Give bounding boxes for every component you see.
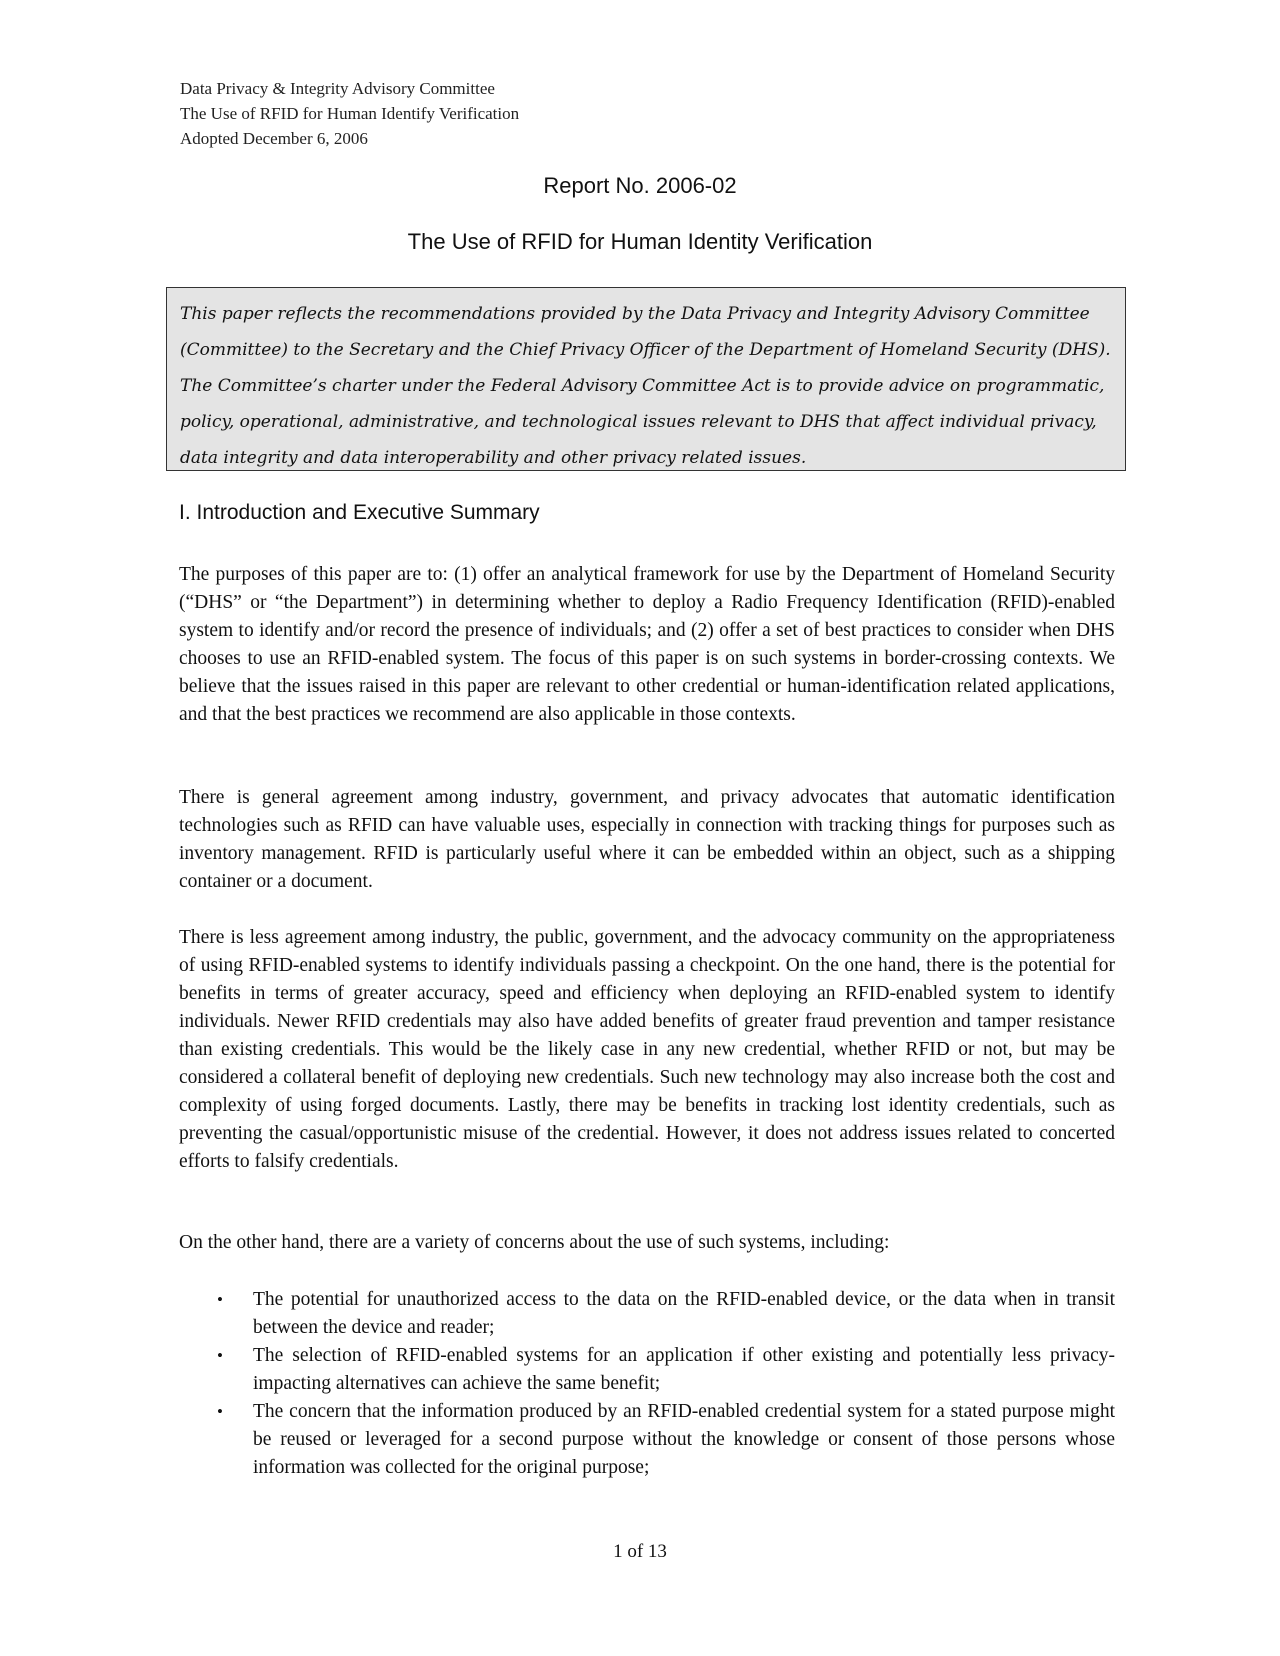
- paragraph-less-agreement: There is less agreement among industry, the public, government, and the advocacy community on the appropriateness of using RFID-enabled systems to identify individuals passing a checkpoint. On the one hand, there is the potential for benefits in terms of greater accuracy, speed and efficiency when deploying an RFID-enabled system to identify individuals. Newer RFID credentials may also have added benefits of greater fraud prevention and tamper resistance than existing credentials. This would be the likely case in any new credential, whether RFID or not, but may be considered a collateral benefit of deploying new credentials. Such new technology may also increase both the cost and complexity of using forged documents. Lastly, there may be benefits in tracking lost identity credentials, such as preventing the casual/opportunistic misuse of the credential. However, it does not address issues related to concerted efforts to falsify credentials.: [179, 927, 1115, 1172]
- bullet-icon: •: [217, 1290, 223, 1309]
- header-adoption-date: Adopted December 6, 2006: [180, 129, 368, 148]
- list-item: [179, 1398, 1115, 1482]
- report-number: Report No. 2006-02: [543, 173, 737, 198]
- committee-notice-text: This paper reflects the recommendations provided by the Data Privacy and Integrity Advisory Committee (Committee) to the Secretary and the Chief Privacy Officer of the Department of Homeland Security (DHS). The Committee’s charter under the Federal Advisory Committee Act is to provide advice on programmatic, policy, operational, administrative, and technological issues relevant to DHS that affect individual privacy, data integrity and data interoperability and other privacy related issues.: [180, 304, 1111, 468]
- bullet-icon: •: [217, 1402, 223, 1421]
- list-item-text: The potential for unauthorized access to the data on the RFID-enabled device, or the data when in transit between the device and reader;: [253, 1289, 1115, 1338]
- page-number: 1 of 13: [613, 1541, 667, 1562]
- paragraph-general-agreement: There is general agreement among industry, government, and privacy advocates that automatic identification technologies such as RFID can have valuable uses, especially in connection with tracking things for purposes such as inventory management. RFID is particularly useful where it can be embedded within an object, such as a shipping container or a document.: [179, 787, 1115, 892]
- running-header: [180, 76, 519, 151]
- paragraph-purposes: The purposes of this paper are to: (1) offer an analytical framework for use by the Department of Homeland Security (“DHS” or “the Department”) in determining whether to deploy a Radio Frequency Identification (RFID)-enabled system to identify and/or record the presence of individuals; and (2) offer a set of best practices to consider when DHS chooses to use an RFID-enabled system. The focus of this paper is on such systems in border-crossing contexts. We believe that the issues raised in this paper are relevant to other credential or human-identification related applications, and that the best practices we recommend are also applicable in those contexts.: [179, 564, 1115, 725]
- list-item-text: The concern that the information produced by an RFID-enabled credential system for a stated purpose might be reused or leveraged for a second purpose without the knowledge or consent of those persons whose information was collected for the original purpose;: [253, 1401, 1115, 1478]
- list-item-text: The selection of RFID-enabled systems for an application if other existing and potentially less privacy-impacting alternatives can achieve the same benefit;: [253, 1345, 1115, 1394]
- header-committee-name: Data Privacy & Integrity Advisory Committee: [180, 79, 495, 98]
- report-title: The Use of RFID for Human Identity Verification: [407, 229, 873, 254]
- list-item: [179, 1286, 1115, 1342]
- bullet-icon: •: [217, 1346, 223, 1365]
- paragraph-concerns-intro: On the other hand, there are a variety of concerns about the use of such systems, including:: [179, 1232, 890, 1253]
- committee-notice-box: [166, 287, 1126, 471]
- list-item: [179, 1342, 1115, 1398]
- concerns-list: [179, 1286, 1115, 1482]
- header-document-title: The Use of RFID for Human Identify Verification: [180, 104, 520, 123]
- section-heading: I. Introduction and Executive Summary: [179, 501, 540, 524]
